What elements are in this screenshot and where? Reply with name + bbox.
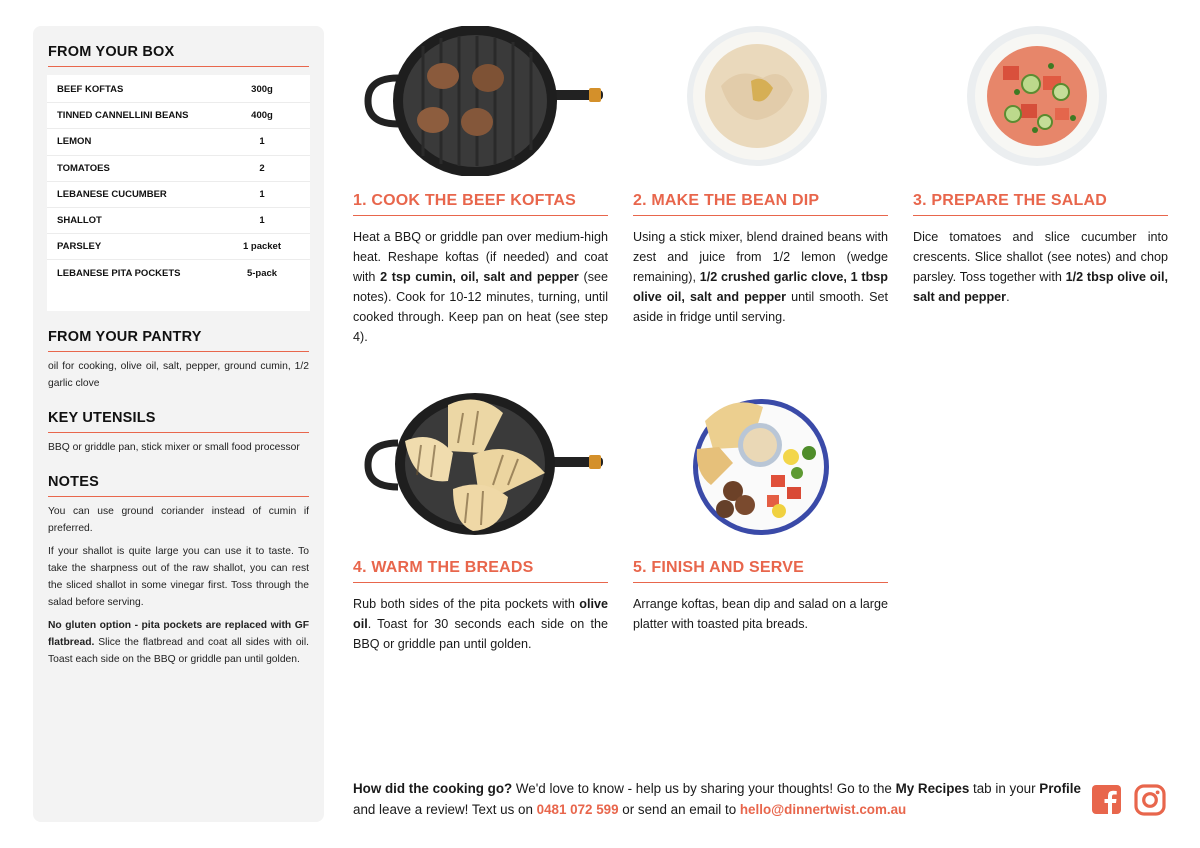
profile-link[interactable]: Profile xyxy=(1039,781,1081,796)
step-text-part: (see notes). Cook for 10-12 minutes, turning, until cooked through. Keep pan on heat (see step 4). xyxy=(353,270,608,344)
step-text-part: Using a stick mixer, blend drained beans with zest and juice from 1/2 lemon (wedge remaining), xyxy=(633,230,888,284)
step-text-part: Arrange koftas, bean dip and salad on a large platter with toasted pita breads. xyxy=(633,597,888,631)
box-ingredients-table xyxy=(47,75,310,311)
ingredient-qty: 400g xyxy=(251,110,273,122)
social-links xyxy=(1091,784,1122,815)
note-bold: No gluten option - pita pockets are replaced with GF flatbread. xyxy=(48,619,309,648)
ingredient-qty: 1 xyxy=(259,215,265,227)
step-text-part: Heat a BBQ or griddle pan over medium-high heat. Reshape koftas (if needed) and coat with xyxy=(353,230,608,284)
step-text-part: . xyxy=(1006,290,1010,304)
notes-heading: NOTES xyxy=(48,474,309,497)
ingredient-name: BEEF KOFTAS xyxy=(57,84,124,96)
ingredient-name: LEMON xyxy=(57,136,92,148)
ingredient-qty: 300g xyxy=(251,84,273,96)
utensils-section xyxy=(48,410,309,456)
ingredient-qty: 1 xyxy=(259,136,265,148)
tomato-cucumber-salad-bowl-image xyxy=(913,26,1168,176)
step-title: 3. PREPARE THE SALAD xyxy=(913,192,1168,216)
step-2 xyxy=(633,26,888,327)
utensils-heading: KEY UTENSILS xyxy=(48,410,309,433)
step-text xyxy=(353,594,608,654)
step-text-part: . Toast for 30 seconds each side on the BBQ or griddle pan until golden. xyxy=(353,617,608,651)
note-text: Slice the flatbread and coat all sides with oil. Toast each side on the BBQ or griddle pan until golden. xyxy=(48,636,309,665)
bean-dip-bowl-image xyxy=(633,26,888,176)
step-text-bold: olive oil xyxy=(353,597,608,631)
my-recipes-link[interactable]: My Recipes xyxy=(895,781,970,796)
table-row xyxy=(47,129,310,155)
step-5 xyxy=(633,393,888,634)
pantry-section xyxy=(48,329,309,392)
ingredient-name: LEBANESE PITA POCKETS xyxy=(57,267,181,279)
pantry-heading: FROM YOUR PANTRY xyxy=(48,329,309,352)
review-footer xyxy=(353,778,1083,820)
step-4 xyxy=(353,393,608,654)
step-text xyxy=(353,227,608,347)
ingredient-name: SHALLOT xyxy=(57,215,102,227)
step-text-part: Rub both sides of the pita pockets with xyxy=(353,597,580,611)
table-row xyxy=(47,77,310,103)
table-row xyxy=(47,234,310,260)
footer-question: How did the cooking go? xyxy=(353,781,513,796)
ingredient-qty: 5-pack xyxy=(246,267,278,279)
step-text-bold: 2 tsp cumin, oil, salt and pepper xyxy=(380,270,579,284)
phone-link[interactable]: 0481 072 599 xyxy=(536,802,619,817)
step-title: 5. FINISH AND SERVE xyxy=(633,559,888,583)
table-row xyxy=(47,182,310,208)
pantry-text: oil for cooking, olive oil, salt, pepper, ground cumin, 1/2 garlic clove xyxy=(48,360,309,389)
ingredient-qty: 1 packet xyxy=(242,241,282,253)
ingredient-name: LEBANESE CUCUMBER xyxy=(57,188,167,200)
ingredient-name: PARSLEY xyxy=(57,241,102,253)
koftas-on-griddle-pan-image xyxy=(353,26,608,176)
table-row xyxy=(47,103,310,129)
footer-text: or send an email to xyxy=(618,802,740,817)
step-title: 4. WARM THE BREADS xyxy=(353,559,608,583)
table-row xyxy=(47,156,310,182)
step-text-bold: 1/2 tbsp olive oil, salt and pepper xyxy=(913,270,1168,304)
step-3 xyxy=(913,26,1168,307)
email-link[interactable]: hello@dinnertwist.com.au xyxy=(739,802,907,817)
note-item xyxy=(48,617,309,668)
ingredient-qty: 1 xyxy=(259,188,265,200)
footer-text: We'd love to know - help us by sharing your thoughts! Go to the xyxy=(512,781,896,796)
step-text xyxy=(913,227,1168,307)
table-row xyxy=(47,260,310,286)
step-title: 2. MAKE THE BEAN DIP xyxy=(633,192,888,216)
from-your-box-heading: FROM YOUR BOX xyxy=(48,44,309,67)
notes-section xyxy=(48,474,309,668)
ingredient-name: TINNED CANNELLINI BEANS xyxy=(57,110,189,122)
step-1 xyxy=(353,26,608,347)
pita-breads-on-griddle-pan-image xyxy=(353,393,608,535)
ingredients-sidebar xyxy=(33,26,324,822)
utensils-text: BBQ or griddle pan, stick mixer or small food processor xyxy=(48,441,300,453)
footer-text: and leave a review! Text us on xyxy=(353,802,537,817)
step-text-bold: 1/2 crushed garlic clove, 1 tbsp olive oil, salt and pepper xyxy=(633,270,888,304)
served-platter-image xyxy=(633,393,888,535)
note-item: You can use ground coriander instead of cumin if preferred. xyxy=(48,505,309,534)
step-text-part: Dice tomatoes and slice cucumber into crescents. Slice shallot (see notes) and chop parsley. Toss together with xyxy=(913,230,1168,284)
step-text-part: until smooth. Set aside in fridge until serving. xyxy=(633,290,888,324)
table-row xyxy=(47,208,310,234)
social-links-2 xyxy=(1134,784,1166,816)
footer-text: tab in your xyxy=(969,781,1040,796)
facebook-icon[interactable] xyxy=(1091,784,1122,815)
note-item: If your shallot is quite large you can use it to taste. To take the sharpness out of the raw shallot, you can rest the sliced shallot in some vinegar first. Toss through the salad before serving. xyxy=(48,545,309,608)
step-text xyxy=(633,594,888,634)
instagram-icon[interactable] xyxy=(1134,784,1166,816)
step-title: 1. COOK THE BEEF KOFTAS xyxy=(353,192,608,216)
ingredient-qty: 2 xyxy=(259,162,265,174)
ingredient-name: TOMATOES xyxy=(57,162,110,174)
step-text xyxy=(633,227,888,327)
